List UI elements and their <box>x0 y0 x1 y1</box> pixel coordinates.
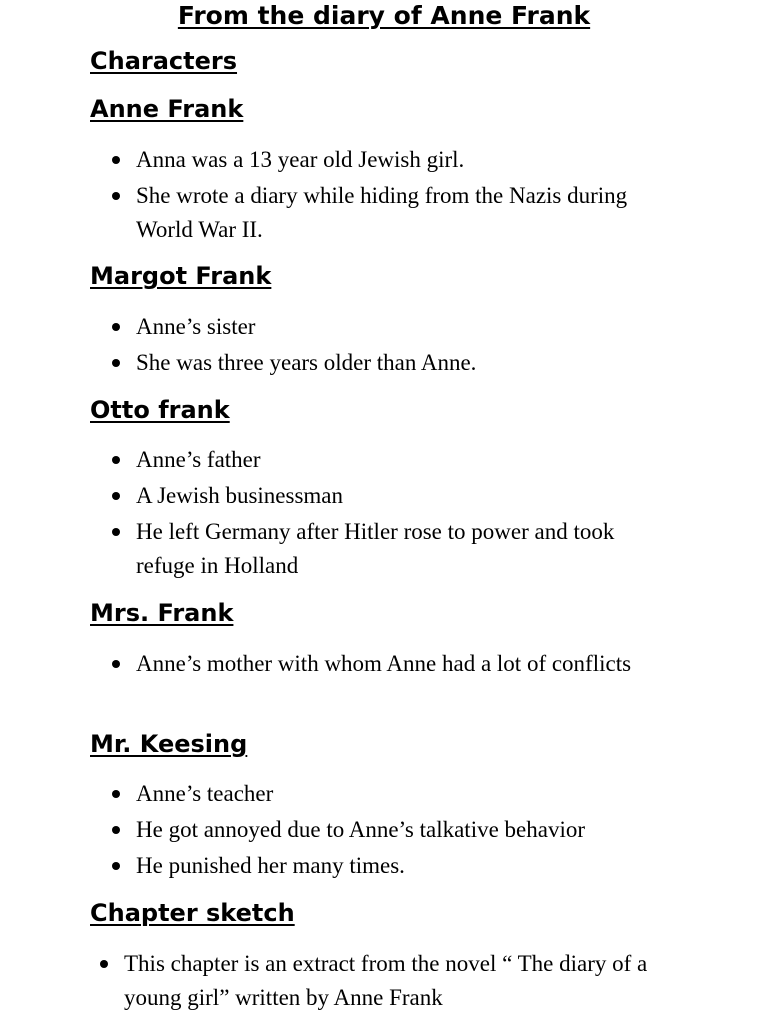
list-item: This chapter is an extract from the novel “ The diary of a young girl” written by Anne Frank <box>100 947 680 1015</box>
list-item: She was three years older than Anne. <box>112 346 672 380</box>
document-title: From the diary of Anne Frank <box>177 1 591 30</box>
heading-mr-keesing: Mr. Keesing <box>90 730 248 758</box>
heading-anne-frank: Anne Frank <box>90 95 244 123</box>
mr-keesing-list <box>112 777 672 885</box>
bullet-icon <box>112 323 120 331</box>
bullet-icon <box>112 359 120 367</box>
list-item: Anne’s teacher <box>112 777 672 811</box>
bullet-icon <box>112 528 120 536</box>
bullet-icon <box>112 660 120 668</box>
heading-chapter-sketch: Chapter sketch <box>90 899 295 927</box>
otto-frank-list <box>112 443 672 585</box>
list-item: She wrote a diary while hiding from the Nazis during World War II. <box>112 179 672 247</box>
bullet-icon <box>112 826 120 834</box>
bullet-icon <box>112 790 120 798</box>
bullet-icon <box>112 492 120 500</box>
list-item: He punished her many times. <box>112 849 672 883</box>
list-item: Anne’s father <box>112 443 672 477</box>
chapter-sketch-list <box>100 947 680 1017</box>
bullet-icon <box>112 862 120 870</box>
heading-otto-frank: Otto frank <box>90 396 230 424</box>
heading-mrs-frank: Mrs. Frank <box>90 599 234 627</box>
margot-frank-list <box>112 310 672 382</box>
bullet-icon <box>112 156 120 164</box>
list-item: Anne’s mother with whom Anne had a lot of conflicts <box>112 647 672 681</box>
list-item: He left Germany after Hitler rose to power and took refuge in Holland <box>112 515 672 583</box>
anne-frank-list <box>112 143 672 249</box>
bullet-icon <box>100 960 108 968</box>
list-item: Anna was a 13 year old Jewish girl. <box>112 143 672 177</box>
list-item: Anne’s sister <box>112 310 672 344</box>
list-item: A Jewish businessman <box>112 479 672 513</box>
bullet-icon <box>112 192 120 200</box>
bullet-icon <box>112 456 120 464</box>
list-item: He got annoyed due to Anne’s talkative behavior <box>112 813 672 847</box>
heading-characters: Characters <box>90 47 238 75</box>
heading-margot-frank: Margot Frank <box>90 262 272 290</box>
mrs-frank-list <box>112 647 672 683</box>
